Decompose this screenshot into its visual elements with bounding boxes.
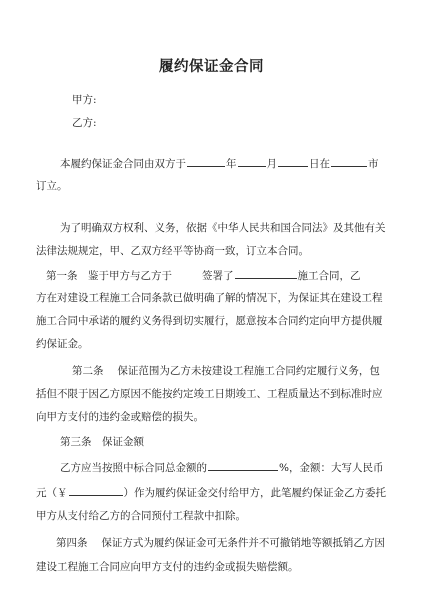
article-4-line-2: 建设工程施工合同应向甲方支付的违约金或损失赔偿额。 [36,561,299,573]
contract-name-blank [235,267,297,279]
month-blank [238,155,266,167]
yuan-suffix: ）作为履约保证金交付给甲方，此笔履约保证金乙方委托 [123,487,386,499]
city-blank [331,155,367,167]
year-label: 年 [226,158,237,170]
article-1-line-1 [46,267,361,283]
article-2-line-2: 括但不限于因乙方原因不能按约定竣工日期竣工、工程质量达不到标准时应 [36,388,383,400]
amount-text: 乙方应当按照中标合同总金额的 [60,462,207,474]
party-b-label: 乙方: [72,117,97,129]
signed-label: 签署了 [202,270,234,282]
article-3-line-2 [36,484,386,500]
article-3-line-1 [60,459,383,475]
day-blank [278,155,308,167]
article-2-line-3: 向甲方支付的违约金或赔偿的损失。 [36,411,204,423]
month-label: 月 [266,158,277,170]
document-title: 履约保证金合同 [159,59,264,75]
intro-line-2: 订立。 [36,180,68,192]
day-label: 日在 [309,158,330,170]
article-3-line-3: 甲方从支付给乙方的合同预付工程款中扣除。 [36,510,246,522]
percentage-blank [208,459,278,471]
city-label: 市 [368,158,379,170]
article-1-text: 第一条 鉴于甲方与乙方于 [46,270,172,282]
purpose-line-1: 为了明确双方权利、义务，依据《中华人民共和国合同法》及其他有关 [60,222,386,234]
article-4-line-1: 第四条 保证方式为履约保证金可无条件并不可撤销地等额抵销乙方因 [56,537,385,549]
amount-suffix: %，金额：大写人民币 [279,462,384,474]
article-1-line-3: 施工合同中承诺的履约义务得到切实履行，愿意按本合同约定向甲方提供履 [36,315,383,327]
intro-text: 本履约保证金合同由双方于 [60,158,186,170]
article-2-line-1: 第二条 保证范围为乙方未按建设工程施工合同约定履行义务，包 [72,365,380,377]
intro-line-1 [60,155,379,171]
yuan-prefix: 元（￥ [36,487,68,499]
party-a-label: 甲方: [72,94,97,106]
article-1-line-4: 约保证金。 [36,338,89,350]
article-1-line-2: 方在对建设工程施工合同条款已做明确了解的情况下，为保证其在建设工程 [36,292,383,304]
article-3-heading: 第三条 保证金额 [60,436,144,448]
year-blank [187,155,225,167]
purpose-line-2: 法律法规规定，甲、乙双方经平等协商一致，订立本合同。 [36,245,309,257]
amount-blank [69,484,123,496]
contract-suffix: 施工合同，乙 [297,270,361,282]
